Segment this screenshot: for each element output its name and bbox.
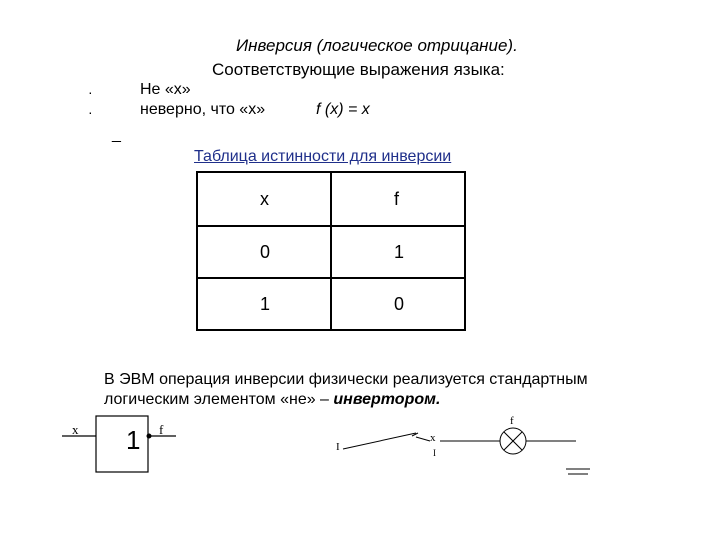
- switch-line: [343, 433, 416, 449]
- page-title: Инверсия (логическое отрицание).: [236, 36, 518, 55]
- table-caption: Таблица истинности для инверсии: [194, 148, 452, 165]
- expression-item: Не «х»: [140, 81, 191, 98]
- switch-contact: [416, 437, 430, 441]
- table-cell: 0: [331, 278, 465, 330]
- expression-item: неверно, что «х»: [140, 101, 266, 118]
- bullet-marker: ·: [88, 84, 93, 100]
- paragraph-text: В ЭВМ операция инверсии физически реализуется стандартным логическим элементом «не» –: [104, 371, 588, 408]
- gate-input-label: x: [72, 422, 79, 437]
- table-header-f: f: [331, 172, 465, 226]
- bullet-marker: ·: [88, 104, 93, 120]
- paragraph-emphasis: инвертором.: [333, 391, 441, 408]
- switch-label: x: [430, 432, 436, 444]
- logic-gate: [62, 416, 176, 472]
- table-cell: 0: [197, 226, 331, 278]
- circuit-left-label: I: [336, 441, 340, 453]
- switch-marker: I: [433, 448, 436, 458]
- table-header-x: x: [197, 172, 331, 226]
- inverter-circuit: [336, 415, 590, 474]
- page-subtitle: Соответствующие выражения языка:: [212, 60, 505, 79]
- lamp-label: f: [510, 415, 514, 427]
- table-cell: 1: [197, 278, 331, 330]
- gate-symbol: 1: [126, 425, 141, 455]
- inversion-dot: [147, 434, 152, 439]
- formula: f (x) = x: [316, 101, 370, 118]
- table-cell: 1: [331, 226, 465, 278]
- gate-output-label: f: [159, 422, 164, 437]
- negation-bar: _: [112, 126, 121, 143]
